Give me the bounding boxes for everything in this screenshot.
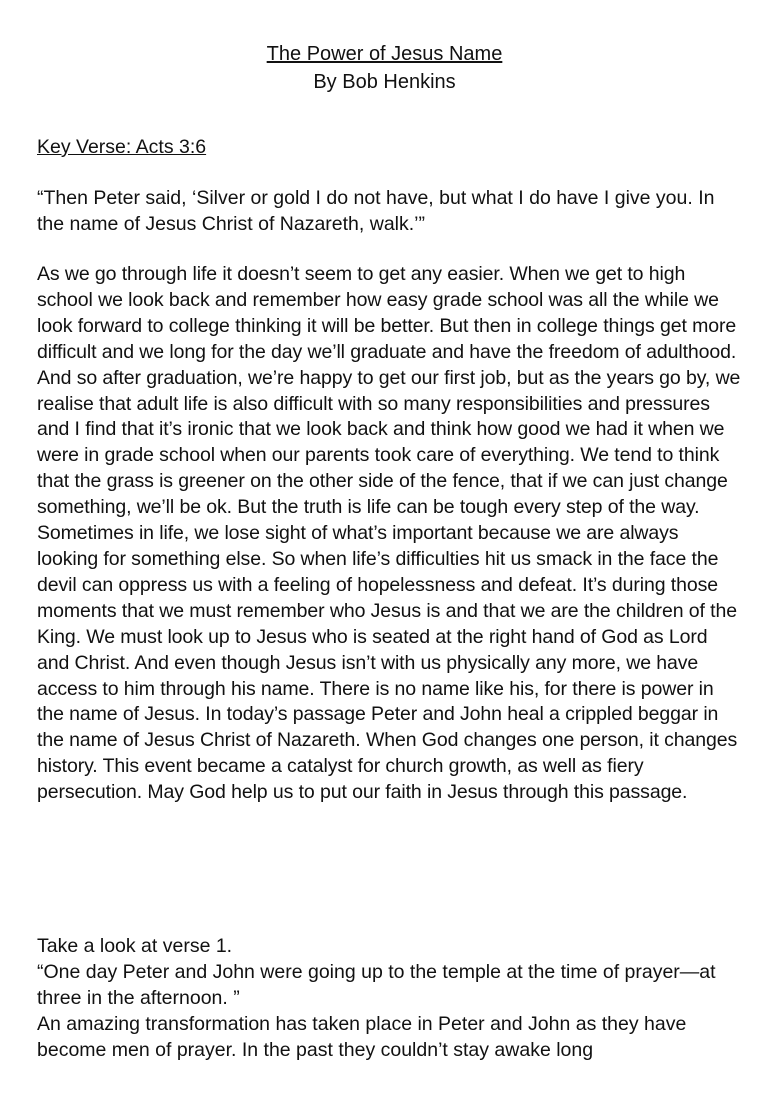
take-look-line: Take a look at verse 1.	[37, 935, 233, 957]
title-block	[0, 40, 769, 96]
document-title: The Power of Jesus Name	[266, 43, 503, 65]
body-paragraph: As we go through life it doesn’t seem to get any easier. When we get to high school we look back and remember how easy grade school was all the while we look forward to college thinking it will be better. But then in college things get more difficult and we long for the day we’ll graduate and have the freedom of adulthood. And so after graduation, we’re happy to get our first job, but as the years go by, we realise that adult life is also difficult with so many responsibilities and pressures and I find that it’s ironic that we look back and think how good we had it when we were in grade school when our parents took care of everything. We tend to think that the grass is greener on the other side of the fence, that if we can just change something, we’ll be ok. But the truth is life can be tough every step of the way. Sometimes in life, we lose sight of what’s important because we are always looking for something else. So when life’s difficulties hit us smack in the face the devil can oppress us with a feeling of hopelessness and defeat. It’s during those moments that we must remember who Jesus is and that we are the children of the King. We must look up to Jesus who is seated at the right hand of God as Lord and Christ. And even though Jesus isn’t with us physically any more, we have access to him through his name. There is no name like his, for there is power in the name of Jesus. In today’s passage Peter and John heal a crippled beggar in the name of Jesus Christ of Nazareth. When God changes one person, it changes history. This event became a catalyst for church growth, as well as fiery persecution. May God help us to put our faith in Jesus through this passage.	[37, 263, 741, 804]
final-paragraph: An amazing transformation has taken place in Peter and John as they have become men of prayer. In the past they couldn’t stay awake long	[37, 1013, 687, 1061]
document-author: By Bob Henkins	[313, 71, 456, 93]
key-verse-quote: “Then Peter said, ‘Silver or gold I do not have, but what I do have I give you. In the name of Jesus Christ of Nazareth, walk.’”	[37, 187, 715, 235]
verse1-quote: “One day Peter and John were going up to the temple at the time of prayer—at three in the afternoon. ”	[37, 961, 716, 1009]
key-verse-heading: Key Verse: Acts 3:6	[37, 136, 207, 158]
